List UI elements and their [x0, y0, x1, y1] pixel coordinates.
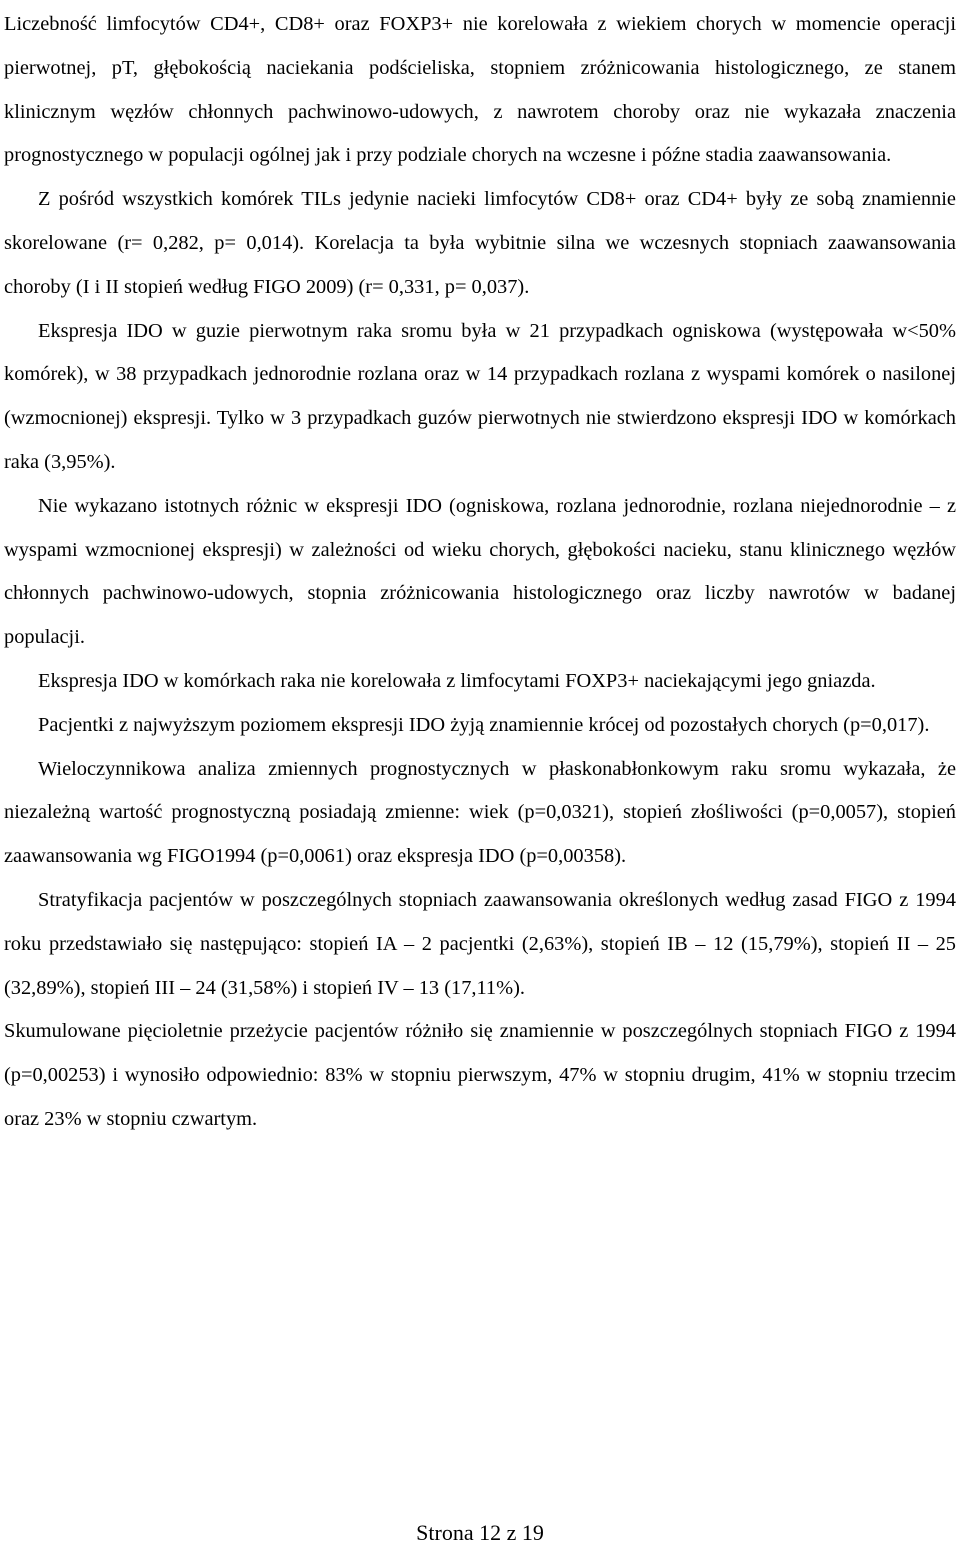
- paragraph-6: Pacjentki z najwyższym poziomem ekspresji IDO żyją znamiennie krócej od pozostałych chorych (p=0,017).: [38, 713, 930, 736]
- paragraph-2: Z pośród wszystkich komórek TILs jedynie nacieki limfocytów CD8+ oraz CD4+ były ze sobą znamiennie skorelowane (r= 0,282, p= 0,014). Korelacja ta była wybitnie silna we wczesnych stopniach zaawansowania choroby (I i II stopień według FIGO 2009) (r= 0,331, p= 0,037).: [4, 188, 956, 298]
- paragraph-4: Nie wykazano istotnych różnic w ekspresji IDO (ogniskowa, rozlana jednorodnie, rozlana niejednorodnie – z wyspami wzmocnionej ekspresji) w zależności od wieku chorych, głębokości nacieku, stanu klinicznego węzłów chłonnych pachwinowo-udowych, stopnia zróżnicowania histologicznego oraz liczby nawrotów w badanej populacji.: [4, 494, 956, 649]
- document-body: [4, 3, 956, 1142]
- page-number-footer: Strona 12 z 19: [416, 1520, 544, 1545]
- paragraph-5: Ekspresja IDO w komórkach raka nie korelowała z limfocytami FOXP3+ naciekającymi jego gniazda.: [38, 669, 876, 692]
- paragraph-7: Wieloczynnikowa analiza zmiennych prognostycznych w płaskonabłonkowym raku sromu wykazała, że niezależną wartość prognostyczną posiadają zmienne: wiek (p=0,0321), stopień złośliwości (p=0,0057), stopień zaawansowania wg FIGO1994 (p=0,0061) oraz ekspresja IDO (p=0,00358).: [4, 757, 956, 868]
- paragraph-8: Stratyfikacja pacjentów w poszczególnych stopniach zaawansowania określonych według zasad FIGO z 1994 roku przedstawiało się następująco: stopień IA – 2 pacjentki (2,63%), stopień IB – 12 (15,79%), stopień II – 25 (32,89%), stopień III – 24 (31,58%) i stopień IV – 13 (17,11%).: [4, 888, 956, 999]
- paragraph-3: Ekspresja IDO w guzie pierwotnym raka sromu była w 21 przypadkach ogniskowa (występowała w<50% komórek), w 38 przypadkach jednorodnie rozlana oraz w 14 przypadkach rozlana z wyspami komórek o nasilonej (wzmocnionej) ekspresji. Tylko w 3 przypadkach guzów pierwotnych nie stwierdzono ekspresji IDO w komórkach raka (3,95%).: [4, 319, 956, 473]
- paragraph-1: Liczebność limfocytów CD4+, CD8+ oraz FOXP3+ nie korelowała z wiekiem chorych w momencie operacji pierwotnej, pT, głębokością naciekania podścieliska, stopniem zróżnicowania histologicznego, ze stanem klinicznym węzłów chłonnych pachwinowo-udowych, z nawrotem choroby oraz nie wykazała znaczenia prognostycznego w populacji ogólnej jak i przy podziale chorych na wczesne i późne stadia zaawansowania.: [4, 13, 956, 167]
- paragraph-9: Skumulowane pięcioletnie przeżycie pacjentów różniło się znamiennie w poszczególnych stopniach FIGO z 1994 (p=0,00253) i wynosiło odpowiednio: 83% w stopniu pierwszym, 47% w stopniu drugim, 41% w stopniu trzecim oraz 23% w stopniu czwartym.: [4, 1020, 956, 1130]
